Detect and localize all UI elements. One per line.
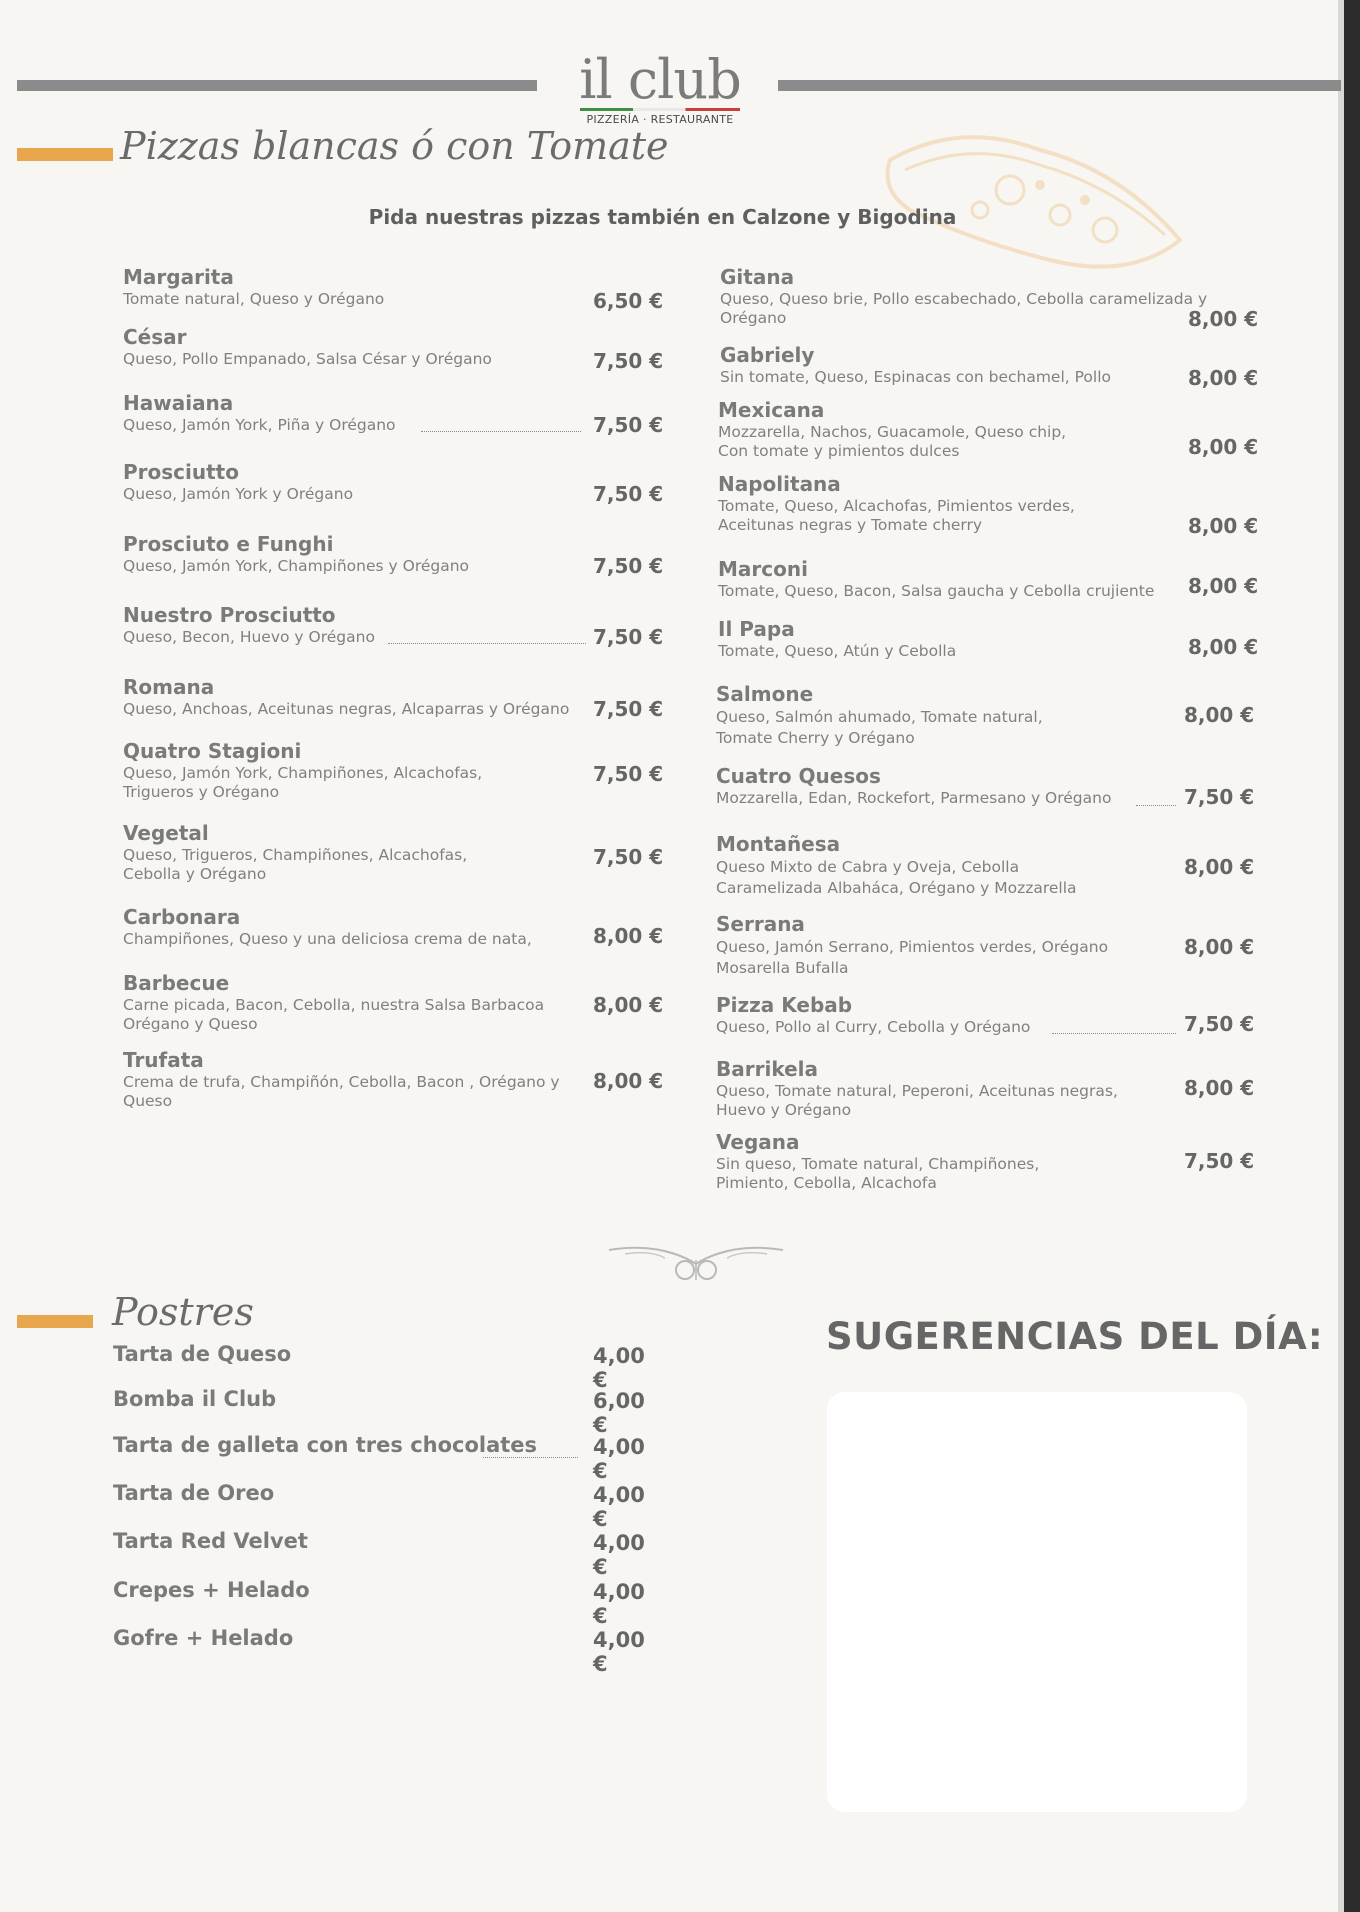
- item-name: Cuatro Quesos: [716, 764, 881, 788]
- item-description: Champiñones, Queso y una deliciosa crema de nata,: [123, 930, 532, 948]
- item-name: Romana: [123, 675, 215, 699]
- item-price: 8,00 €: [1184, 855, 1255, 879]
- menu-item: [720, 342, 1259, 390]
- item-price: 8,00 €: [1188, 574, 1259, 598]
- dotted-leader: [1136, 805, 1176, 806]
- item-price: 8,00 €: [1184, 935, 1255, 959]
- item-name: Mexicana: [718, 398, 825, 422]
- item-price: 7,50 €: [593, 697, 664, 721]
- menu-item: [123, 904, 664, 949]
- item-description: Mozzarella, Nachos, Guacamole, Queso chip, Con tomate y pimientos dulces: [718, 423, 1067, 460]
- item-price: 7,50 €: [593, 625, 664, 649]
- item-name: Vegana: [716, 1130, 800, 1154]
- item-description: Queso, Jamón York y Orégano: [123, 485, 354, 503]
- item-description: Queso, Jamón Serrano, Pimientos verdes, Orégano Mosarella Bufalla: [716, 938, 1109, 977]
- item-description: Mozzarella, Edan, Rockefort, Parmesano y Orégano: [716, 789, 1112, 807]
- page-edge: [1344, 0, 1360, 1912]
- dessert-item: [113, 1529, 663, 1579]
- item-name: Carbonara: [123, 905, 241, 929]
- menu-item: [123, 970, 664, 1034]
- item-price: 8,00 €: [1184, 1076, 1255, 1100]
- logo: [560, 48, 760, 126]
- menu-item: [123, 324, 664, 373]
- item-description: Queso, Becon, Huevo y Orégano: [123, 628, 375, 646]
- item-price: 8,00 €: [1188, 635, 1259, 659]
- item-price: 7,50 €: [1184, 1149, 1255, 1173]
- menu-item: [718, 397, 1259, 461]
- suggestions-title: SUGERENCIAS DEL DÍA:: [826, 1315, 1324, 1358]
- dessert-price: 4,00 €: [593, 1483, 645, 1531]
- item-description: Crema de trufa, Champiñón, Cebolla, Bacon , Orégano y Queso: [123, 1073, 560, 1110]
- item-description: Tomate natural, Queso y Orégano: [123, 290, 385, 308]
- item-description: Queso, Tomate natural, Peperoni, Aceitunas negras, Huevo y Orégano: [716, 1082, 1118, 1119]
- menu-item: [718, 471, 1259, 538]
- menu-item: [720, 264, 1259, 331]
- dotted-leader: [421, 431, 581, 432]
- item-price: 8,00 €: [593, 1069, 664, 1093]
- item-description: Queso, Salmón ahumado, Tomate natural, Tomate Cherry y Orégano: [716, 708, 1043, 747]
- menu-item: [716, 681, 1255, 749]
- menu-item: [718, 556, 1259, 601]
- dessert-name: Gofre + Helado: [113, 1626, 294, 1650]
- menu-item: [123, 1047, 664, 1111]
- header-bar-left: [17, 80, 537, 91]
- dessert-price: 4,00 €: [593, 1628, 645, 1676]
- item-description: Queso Mixto de Cabra y Oveja, Cebolla Caramelizada Albaháca, Orégano y Mozzarella: [716, 858, 1077, 897]
- item-price: 7,50 €: [593, 845, 664, 869]
- item-name: Barbecue: [123, 971, 230, 995]
- item-description: Queso, Jamón York, Champiñones y Orégano: [123, 557, 470, 575]
- dessert-name: Tarta de galleta con tres chocolates: [113, 1433, 538, 1457]
- item-price: 6,50 €: [593, 289, 664, 313]
- item-description: Queso, Pollo Empanado, Salsa César y Orégano: [123, 350, 492, 368]
- item-description: Queso, Queso brie, Pollo escabechado, Cebolla caramelizada y Orégano: [720, 290, 1208, 327]
- dessert-price: 6,00 €: [593, 1389, 645, 1437]
- item-description: Tomate, Queso, Alcachofas, Pimientos verdes, Aceitunas negras y Tomate cherry: [718, 497, 1075, 534]
- menu-item: [716, 992, 1255, 1037]
- item-name: Marconi: [718, 557, 808, 581]
- item-description: Sin queso, Tomate natural, Champiñones, Pimiento, Cebolla, Alcachofa: [716, 1155, 1040, 1192]
- item-name: César: [123, 325, 187, 349]
- menu-item: [123, 390, 664, 437]
- pizza-subtitle: Pida nuestras pizzas también en Calzone y Bigodina: [368, 205, 957, 229]
- dessert-price: 4,00 €: [593, 1435, 645, 1483]
- item-price: 7,50 €: [1184, 785, 1255, 809]
- item-price: 7,50 €: [593, 349, 664, 373]
- pizza-section-title: Pizzas blancas ó con Tomate: [120, 124, 669, 168]
- item-price: 7,50 €: [593, 762, 664, 786]
- pizza-title-accent: [17, 148, 113, 161]
- dessert-item: [113, 1342, 663, 1392]
- item-description: Queso, Trigueros, Champiñones, Alcachofas, Cebolla y Orégano: [123, 846, 468, 883]
- dotted-leader: [483, 1457, 578, 1458]
- item-price: 8,00 €: [593, 993, 664, 1017]
- item-description: Queso, Jamón York, Champiñones, Alcachofas, Trigueros y Orégano: [123, 764, 483, 801]
- item-description: Tomate, Queso, Atún y Cebolla: [718, 642, 957, 660]
- item-name: Margarita: [123, 265, 234, 289]
- item-name: Quatro Stagioni: [123, 739, 302, 763]
- dessert-item: [113, 1578, 663, 1628]
- dessert-price: 4,00 €: [593, 1344, 645, 1392]
- menu-item: [123, 738, 664, 802]
- dotted-leader: [388, 643, 586, 644]
- menu-item: [123, 459, 664, 506]
- dessert-price: 4,00 €: [593, 1580, 645, 1628]
- item-description: Queso, Anchoas, Aceitunas negras, Alcaparras y Orégano: [123, 700, 570, 718]
- item-price: 8,00 €: [1184, 703, 1255, 727]
- menu-item: [123, 602, 664, 649]
- item-price: 8,00 €: [1188, 514, 1259, 538]
- menu-item: [123, 531, 664, 578]
- dessert-item: [113, 1387, 663, 1437]
- desserts-section-title: Postres: [112, 1290, 254, 1334]
- menu-item: [716, 1129, 1255, 1193]
- dessert-name: Tarta de Oreo: [113, 1481, 275, 1505]
- item-name: Hawaiana: [123, 391, 234, 415]
- logo-tagline: PIZZERÍA · RESTAURANTE: [586, 113, 734, 126]
- menu-item: [716, 911, 1255, 979]
- logo-name: il club: [579, 48, 741, 111]
- item-price: 7,50 €: [593, 554, 664, 578]
- menu-item: [718, 616, 1259, 661]
- item-name: Prosciuto e Funghi: [123, 532, 334, 556]
- item-price: 7,50 €: [593, 413, 664, 437]
- menu-item: [716, 763, 1255, 809]
- dessert-item: [113, 1481, 663, 1531]
- dessert-price: 4,00 €: [593, 1531, 645, 1579]
- item-name: Il Papa: [718, 617, 795, 641]
- item-name: Gabriely: [720, 343, 815, 367]
- item-price: 8,00 €: [1188, 307, 1259, 331]
- dotted-leader: [1052, 1033, 1176, 1034]
- item-price: 8,00 €: [593, 924, 664, 948]
- menu-item: [716, 1056, 1255, 1120]
- item-description: Tomate, Queso, Bacon, Salsa gaucha y Cebolla crujiente: [718, 582, 1155, 600]
- item-price: 7,50 €: [593, 482, 664, 506]
- dessert-item: [113, 1433, 663, 1483]
- item-name: Vegetal: [123, 821, 209, 845]
- item-price: 8,00 €: [1188, 435, 1259, 459]
- item-name: Gitana: [720, 265, 795, 289]
- desserts-title-accent: [17, 1315, 93, 1328]
- menu-item: [716, 831, 1255, 899]
- item-price: 8,00 €: [1188, 366, 1259, 390]
- item-name: Trufata: [123, 1048, 204, 1072]
- item-name: Serrana: [716, 912, 805, 936]
- dessert-item: [113, 1626, 663, 1676]
- dessert-name: Bomba il Club: [113, 1387, 277, 1411]
- menu-item: [123, 264, 664, 313]
- menu-item: [123, 820, 664, 884]
- item-name: Prosciutto: [123, 460, 239, 484]
- item-name: Pizza Kebab: [716, 993, 853, 1017]
- item-name: Barrikela: [716, 1057, 819, 1081]
- menu-item: [123, 674, 664, 721]
- item-name: Salmone: [716, 682, 814, 706]
- dessert-name: Tarta Red Velvet: [113, 1529, 308, 1553]
- suggestions-box: [827, 1392, 1247, 1812]
- item-name: Nuestro Prosciutto: [123, 603, 336, 627]
- item-price: 7,50 €: [1184, 1012, 1255, 1036]
- item-description: Queso, Pollo al Curry, Cebolla y Orégano: [716, 1018, 1031, 1036]
- dessert-name: Tarta de Queso: [113, 1342, 292, 1366]
- item-name: Napolitana: [718, 472, 841, 496]
- item-name: Montañesa: [716, 832, 841, 856]
- dessert-name: Crepes + Helado: [113, 1578, 310, 1602]
- item-description: Sin tomate, Queso, Espinacas con bechamel, Pollo: [720, 368, 1111, 386]
- header-bar-right: [778, 80, 1341, 91]
- ornament-divider-icon: [605, 1240, 787, 1284]
- item-description: Queso, Jamón York, Piña y Orégano: [123, 416, 396, 434]
- item-description: Carne picada, Bacon, Cebolla, nuestra Salsa Barbacoa Orégano y Queso: [123, 996, 545, 1033]
